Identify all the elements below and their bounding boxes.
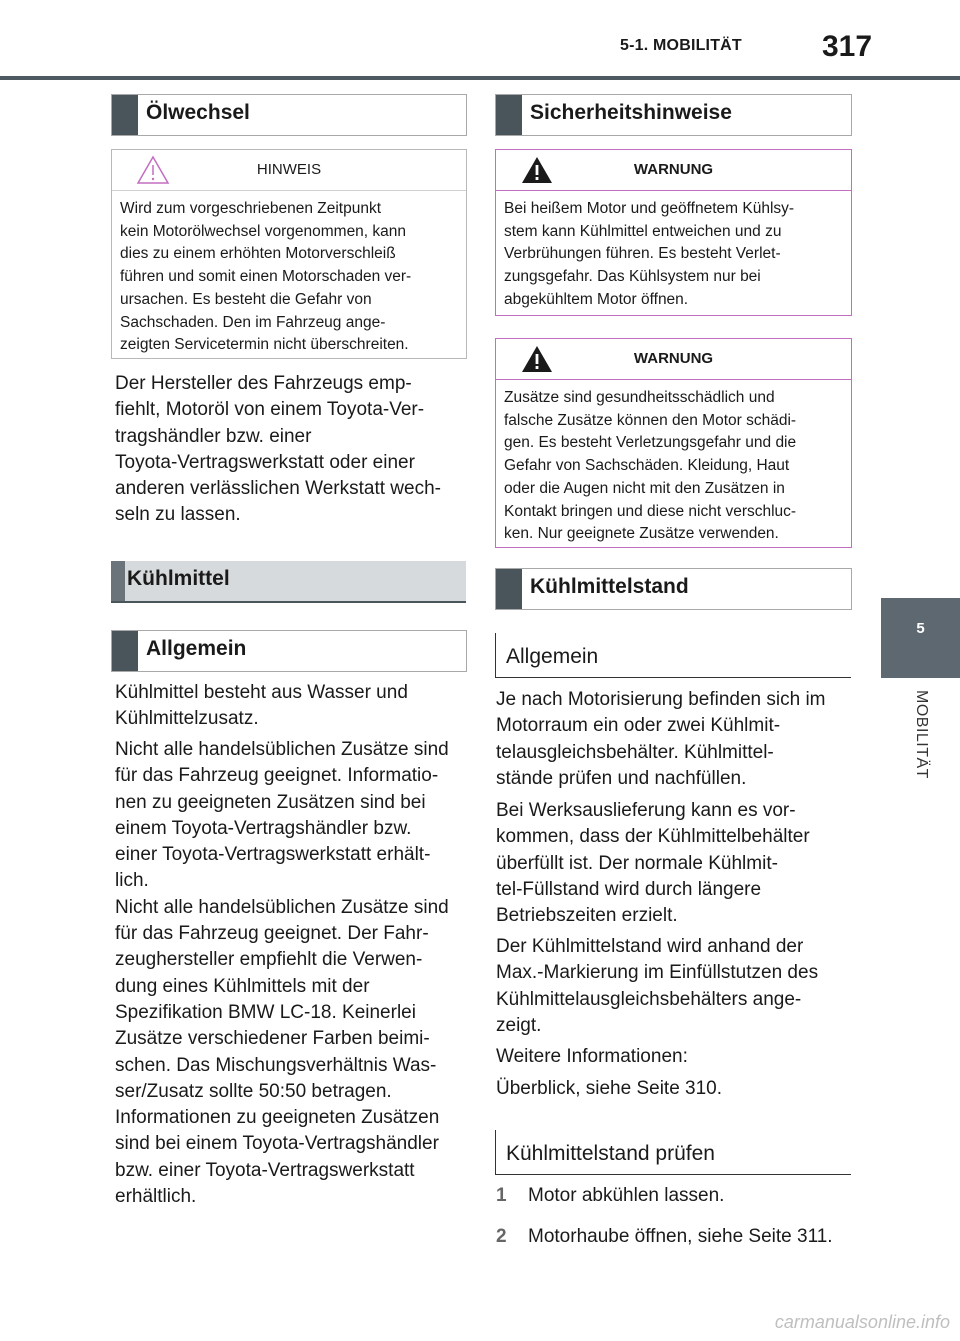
warnung-line: falsche Zusätze können den Motor schädi- xyxy=(504,411,797,429)
subheading-allgemein xyxy=(495,633,851,678)
text-line: Informationen zu geeigneten Zusätzen xyxy=(115,1107,440,1129)
text-line: anderen verlässlichen Werkstatt wech- xyxy=(115,478,441,500)
heading-allgemein xyxy=(111,630,467,672)
text-line: für das Fahrzeug geeignet. Der Fahr- xyxy=(115,923,429,945)
warnung-line: Verbrühungen führen. Es besteht Verlet- xyxy=(504,245,781,263)
hinweis-line: dies zu einem erhöhten Motorverschleiß xyxy=(120,245,396,263)
text-line: für das Fahrzeug geeignet. Informatio- xyxy=(115,765,439,787)
text-line: Der Kühlmittelstand wird anhand der xyxy=(496,936,804,957)
warnung-line: oder die Augen nicht mit den Zusätzen in xyxy=(504,479,785,497)
text-line: stände prüfen und nachfüllen. xyxy=(496,767,747,789)
watermark: carmanualsonline.info xyxy=(774,1312,950,1332)
text-line: seln zu lassen. xyxy=(115,504,241,526)
chapter-number: 5 xyxy=(916,620,925,637)
heading-sicherheitshinweise xyxy=(495,94,852,136)
heading-bar xyxy=(112,631,138,671)
warnung-box-2 xyxy=(495,338,852,548)
header-rule xyxy=(0,76,960,80)
text-line: nen zu geeigneten Zusätzen sind bei xyxy=(115,791,426,813)
warnung-header xyxy=(496,150,851,191)
heading-bar xyxy=(111,561,125,601)
hinweis-line: ursachen. Es besteht die Gefahr von xyxy=(120,290,372,308)
page-number: 317 xyxy=(822,30,873,63)
kuehlstand-paragraph-2 xyxy=(496,798,851,929)
text-line: Kühlmittelzusatz. xyxy=(115,708,259,730)
warnung-line: Gefahr von Sachschäden. Kleidung, Haut xyxy=(504,457,790,475)
text-line: überfüllt ist. Der normale Kühlmit- xyxy=(496,852,778,874)
heading-allgemein-text: Allgemein xyxy=(146,637,247,660)
step-item xyxy=(496,1185,724,1207)
step-number: 2 xyxy=(496,1226,507,1247)
subheading-pruefen-text: Kühlmittelstand prüfen xyxy=(506,1142,715,1165)
text-line: zeigt. xyxy=(496,1014,542,1036)
text-line: telausgleichsbehälter. Kühlmittel- xyxy=(496,741,774,763)
kuehlstand-paragraph-5: Überblick, siehe Seite 310. xyxy=(496,1078,723,1099)
heading-bar xyxy=(496,95,522,135)
hinweis-body xyxy=(120,198,458,357)
hinweis-line: führen und somit einen Motorschaden ver- xyxy=(120,268,412,286)
heading-kuehlmittelstand-text: Kühlmittelstand xyxy=(530,575,689,598)
heading-sicherheitshinweise-text: Sicherheitshinweise xyxy=(530,101,732,124)
warnung-header xyxy=(496,339,851,380)
heading-bar xyxy=(112,95,138,135)
hinweis-box xyxy=(111,149,467,359)
kuehlstand-paragraph-1 xyxy=(496,687,851,792)
text-line: Max.-Markierung im Einfüllstutzen des xyxy=(496,962,819,984)
kuehlstand-paragraph-3 xyxy=(496,934,851,1039)
heading-kuehlmittel xyxy=(111,561,466,603)
warnung-line: abgekühltem Motor öffnen. xyxy=(504,290,689,308)
step-item xyxy=(496,1226,833,1248)
text-line: lich. xyxy=(115,870,149,892)
text-line: zeughersteller empfiehlt die Verwen- xyxy=(115,949,423,971)
heading-bar xyxy=(496,569,522,609)
text-line: Betriebszeiten erzielt. xyxy=(496,905,678,927)
text-line: Nicht alle handelsüblichen Zusätze sind xyxy=(115,896,449,918)
warnung-line: zungsgefahr. Das Kühlsystem nur bei xyxy=(504,268,761,286)
kuehlmittel-paragraph-2 xyxy=(115,737,465,1210)
heading-oelwechsel-text: Ölwechsel xyxy=(146,101,250,124)
heading-kuehlmittel-text: Kühlmittel xyxy=(127,567,230,590)
hinweis-line: kein Motorölwechsel vorgenommen, kann xyxy=(120,222,407,240)
text-line: Je nach Motorisierung befinden sich im xyxy=(496,689,826,710)
hinweis-line: Wird zum vorgeschriebenen Zeitpunkt xyxy=(120,200,382,217)
warnung-line: Bei heißem Motor und geöffnetem Kühlsy- xyxy=(504,200,795,217)
text-line: Nicht alle handelsüblichen Zusätze sind xyxy=(115,739,449,760)
warnung-line: stem kann Kühlmittel entweichen und zu xyxy=(504,222,782,240)
text-line: einem Toyota-Vertragshändler bzw. xyxy=(115,817,412,839)
text-line: erhältlich. xyxy=(115,1186,197,1208)
text-line: ser/Zusatz sollte 50:50 betragen. xyxy=(115,1080,392,1102)
hinweis-line: Sachschaden. Den im Fahrzeug ange- xyxy=(120,313,386,331)
text-line: kommen, dass der Kühlmittelbehälter xyxy=(496,826,810,848)
heading-kuehlmittelstand xyxy=(495,568,852,610)
text-line: tragshändler bzw. einer xyxy=(115,425,312,447)
warnung-title: WARNUNG xyxy=(633,350,714,367)
text-line: bzw. einer Toyota-Vertragswerkstatt xyxy=(115,1159,415,1181)
running-header-section: 5-1. MOBILITÄT xyxy=(620,37,742,54)
heading-oelwechsel xyxy=(111,94,467,136)
text-line: schen. Das Mischungsverhältnis Was- xyxy=(115,1054,437,1076)
text-line: Der Hersteller des Fahrzeugs emp- xyxy=(115,373,412,394)
warnung-title: WARNUNG xyxy=(633,161,714,178)
kuehlstand-paragraph-4: Weitere Informationen: xyxy=(496,1046,688,1067)
chapter-label: MOBILITÄT xyxy=(913,690,930,779)
text-line: Kühlmittel besteht aus Wasser und xyxy=(115,682,408,703)
text-line: Zusätze verschiedener Farben beimi- xyxy=(115,1028,430,1050)
text-line: einer Toyota-Vertragswerkstatt erhält- xyxy=(115,844,431,866)
subheading-allgemein-text: Allgemein xyxy=(506,645,599,668)
hinweis-title: HINWEIS xyxy=(256,161,322,178)
warnung-line: Zusätze sind gesundheitsschädlich und xyxy=(504,389,775,406)
warnung-line: ken. Nur geeignete Zusätze verwenden. xyxy=(504,525,779,543)
warnung-box-1 xyxy=(495,149,852,316)
oelwechsel-paragraph xyxy=(115,371,465,529)
hinweis-line: zeigten Servicetermin nicht überschreiten. xyxy=(120,336,409,354)
text-line: dung eines Kühlmittels mit der xyxy=(115,975,370,997)
text-line: tel-Füllstand wird durch längere xyxy=(496,878,762,900)
chapter-tab xyxy=(881,598,960,678)
warnung-line: Kontakt bringen und diese nicht verschluc- xyxy=(504,502,797,520)
step-text: Motorhaube öffnen, siehe Seite 311. xyxy=(528,1226,833,1247)
warnung-line: gen. Es besteht Verletzungsgefahr und die xyxy=(504,434,797,452)
hinweis-header xyxy=(112,150,466,191)
subheading-pruefen xyxy=(495,1130,851,1175)
text-line: Bei Werksauslieferung kann es vor- xyxy=(496,800,796,821)
step-number: 1 xyxy=(496,1185,507,1206)
warnung-body xyxy=(504,198,843,312)
text-line: fiehlt, Motoröl von einem Toyota-Ver- xyxy=(115,399,425,421)
kuehlmittel-paragraph-1 xyxy=(115,680,465,733)
text-line: Kühlmittelausgleichsbehälters ange- xyxy=(496,988,802,1010)
warnung-body xyxy=(504,387,843,546)
text-line: sind bei einem Toyota-Vertragshändler xyxy=(115,1133,439,1155)
text-line: Spezifikation BMW LC-18. Keinerlei xyxy=(115,1001,416,1023)
step-text: Motor abkühlen lassen. xyxy=(528,1185,725,1206)
text-line: Toyota-Vertragswerkstatt oder einer xyxy=(115,451,415,473)
text-line: Motorraum ein oder zwei Kühlmit- xyxy=(496,715,781,737)
